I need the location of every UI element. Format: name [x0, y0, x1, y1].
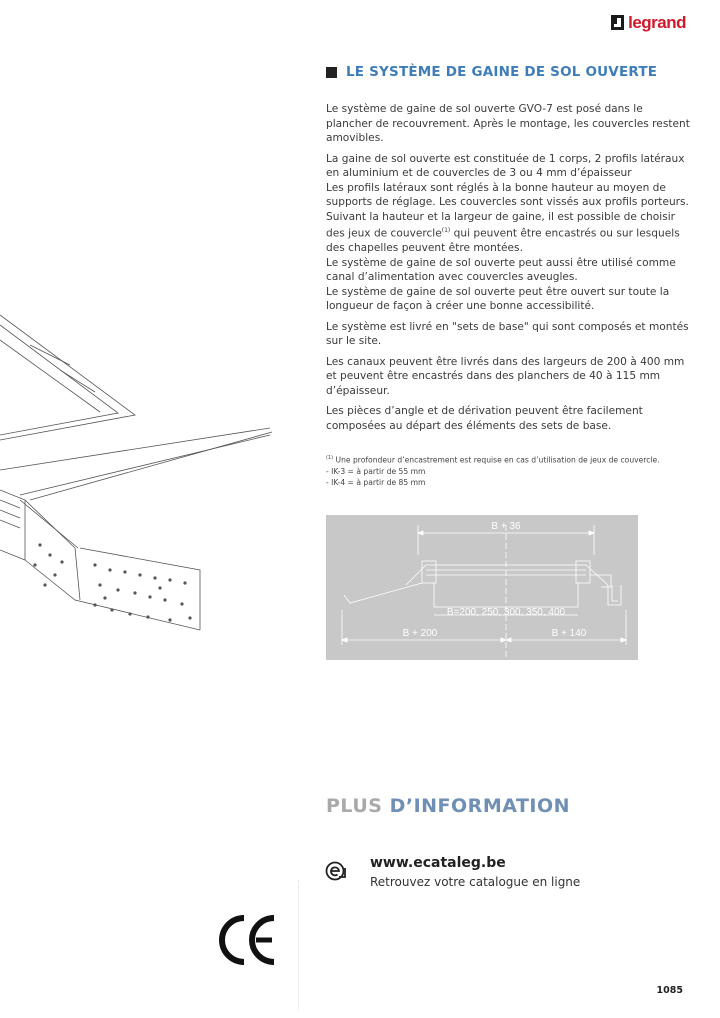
dim-top-label: B + 36: [491, 521, 521, 532]
system-description: [326, 64, 690, 488]
section-title: LE SYSTÈME DE GAINE DE SOL OUVERTE: [346, 64, 658, 80]
footnote: $^{(1)}$ Une profondeur d’encastrement est requise en cas d’utilisation de jeux de couvercle. - IK-3 = à partir de 55 mm - IK-4 = à partir de 85 mm: [326, 453, 690, 488]
paragraph-base-sets: Le système est livré en "sets de base" qui sont composés et montés sur le site.: [326, 320, 689, 348]
legrand-logo-icon: [611, 15, 624, 30]
ce-mark-icon: [216, 910, 278, 970]
paragraph-profiles: Les profils latéraux sont réglés à la bonne hauteur au moyen de supports de réglage. Les couvercles sont vissés aux profils porteurs. Suivant la hauteur et la largeur de gaine, il est possible de choisir des jeux de couvercle$^{(1)}$ qui peuvent être encastrés ou sur lesquels des chapelles peuvent être montées.: [326, 181, 689, 255]
cross-section-diagram: [326, 515, 638, 660]
catalogue-link[interactable]: www.ecataleg.be: [370, 855, 506, 871]
paragraph-accessibility: Le système de gaine de sol ouverte peut être ouvert sur toute la longueur de façon à créer une bonne accessibilité.: [326, 285, 670, 313]
paragraph-widths: Les canaux peuvent être livrés dans des largeurs de 200 à 400 mm et peuvent être encastrés dans des planchers de 40 à 115 mm d’épaisseur.: [326, 355, 685, 397]
paragraph-corners: Les pièces d’angle et de dérivation peuvent être facilement composées au départ des éléments des sets de base.: [326, 405, 643, 432]
footnote-ik4: - IK-4 = à partir de 85 mm: [326, 477, 426, 487]
heading-bullet-icon: [326, 67, 337, 78]
brand-name: legrand: [628, 13, 686, 32]
footnote-ik3: - IK-3 = à partir de 55 mm: [326, 466, 426, 476]
page-number: 1085: [656, 985, 683, 996]
paragraph-intro: Le système de gaine de sol ouverte GVO-7 est posé dans le plancher de recouvrement. Après le montage, les couvercles restent amovibles.: [326, 103, 690, 144]
paragraph-blind-covers: Le système de gaine de sol ouverte peut aussi être utilisé comme canal d’alimentation avec couvercles aveugles.: [326, 256, 676, 284]
more-info-heading: PLUS D’INFORMATION: [326, 795, 571, 817]
legrand-logo: [611, 14, 686, 31]
section-heading: [326, 64, 690, 80]
page-guide-line: [298, 880, 299, 1010]
catalogue-tagline: Retrouvez votre catalogue en ligne: [370, 875, 581, 889]
e-catalogue-icon: [325, 860, 347, 882]
paragraph-construction: La gaine de sol ouverte est constituée de 1 corps, 2 profils latéraux en aluminium et de couvercles de 3 ou 4 mm d’épaisseur: [326, 152, 685, 179]
dim-right-label: B + 140: [551, 628, 587, 639]
floor-duct-illustration: [0, 300, 280, 640]
cross-section-drawing: [326, 515, 638, 660]
dim-left-label: B + 200: [402, 628, 438, 639]
dim-width-label: B=200, 250, 300, 350, 400: [446, 607, 566, 618]
